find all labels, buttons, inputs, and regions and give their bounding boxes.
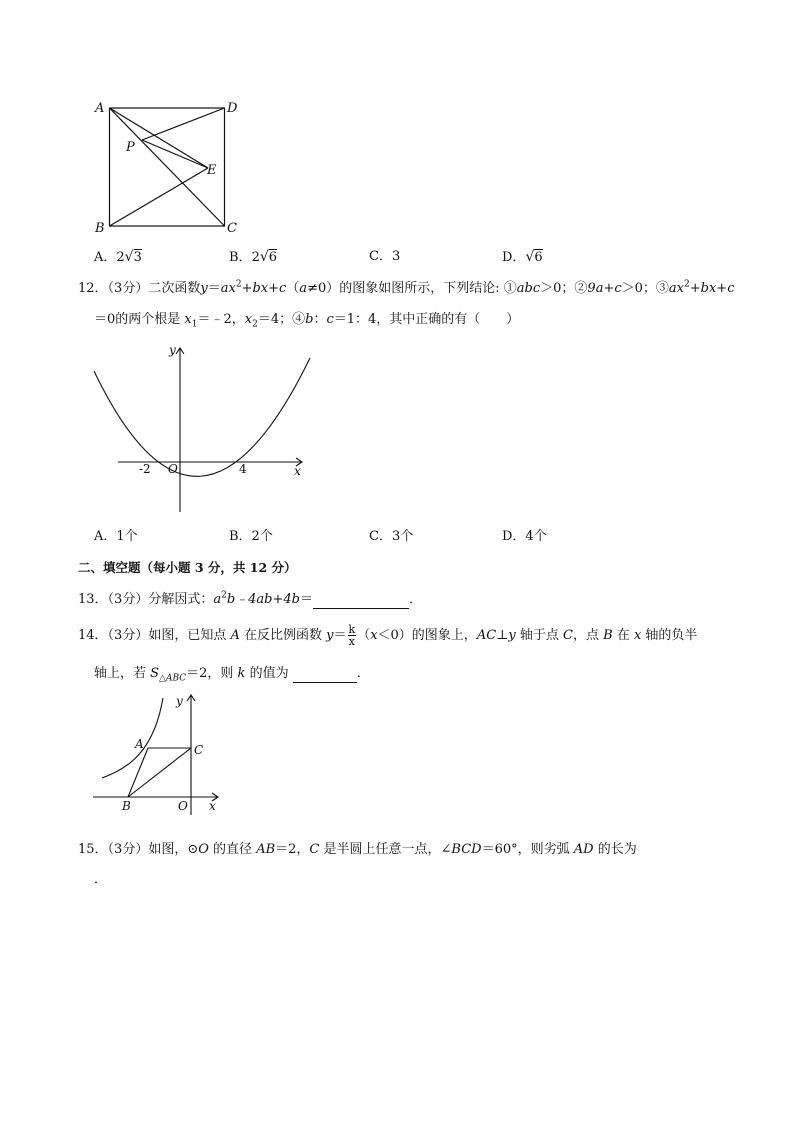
q14-line2-a: 轴上，若 xyxy=(94,666,151,681)
q12-c4-b: b xyxy=(305,312,314,327)
q12-cond-open: （ xyxy=(286,281,300,296)
graph-x-label: x xyxy=(294,464,301,478)
q11-option-c xyxy=(369,249,400,265)
graph-y-label: y xyxy=(169,343,176,357)
fraction-numerator: k xyxy=(348,623,356,636)
q14-s-sub: △ABC xyxy=(159,673,187,684)
q14-y: y xyxy=(326,628,334,643)
q14-text-a: 如图，已知点 xyxy=(148,628,231,643)
q13-eq: ＝ xyxy=(300,592,314,607)
option-letter: C． xyxy=(369,249,392,264)
hyperbola-curve xyxy=(102,698,163,778)
option-letter: B． xyxy=(229,250,252,265)
q12-c1-mark: ① xyxy=(503,281,517,296)
segment-be xyxy=(110,168,209,226)
q12-rhs-exp: 2 xyxy=(235,279,242,290)
q14-hyperbola-figure xyxy=(88,690,228,818)
q13-expr-a: a xyxy=(213,592,222,607)
q14-text-b: 在反比例函数 xyxy=(239,628,327,643)
option-value: 3 xyxy=(391,249,401,264)
q12-option-b: B．2个 xyxy=(229,529,273,544)
q15-line2 xyxy=(94,872,107,888)
q15-text-d: 是半圆上任意一点，∠ xyxy=(319,842,452,857)
q14-end: ． xyxy=(356,666,370,681)
q12-cond-rest: ≠0） xyxy=(307,281,340,296)
question-number: 15． xyxy=(78,842,108,857)
q15-text-b: 的直径 xyxy=(208,842,257,857)
q15-c: C xyxy=(309,842,320,857)
radicand: 3 xyxy=(133,250,142,265)
q12-func-y: y xyxy=(200,281,208,296)
q11-square-figure xyxy=(90,95,250,240)
q14-line2-b: ＝2，则 xyxy=(186,666,238,681)
q12-c4-colon: ： xyxy=(313,312,327,327)
graph-origin-label: O xyxy=(168,462,178,476)
graph-neg2-label: -2 xyxy=(139,462,151,476)
root-coef: 2 xyxy=(251,250,260,265)
radicand: 6 xyxy=(534,250,543,265)
q14-text-f: 轴的负半 xyxy=(641,628,698,643)
radicand: 6 xyxy=(268,250,278,265)
q12-c4-mark: ④ xyxy=(292,312,306,327)
option-letter: A． xyxy=(94,250,117,265)
q14-fraction xyxy=(348,624,357,647)
q12-x1-val: ＝﹣2， xyxy=(197,312,245,327)
q12-c2-mark: ② xyxy=(574,281,588,296)
q13-expr-b: b﹣4ab+4b xyxy=(226,592,300,607)
label-b: B xyxy=(95,221,105,236)
q15-end: ． xyxy=(94,872,108,887)
q13-expr-exp: 2 xyxy=(221,590,227,601)
q12-text-b: 的图象如图所示，下列结论: xyxy=(339,281,504,296)
q14-text-d: ，点 xyxy=(572,628,604,643)
q15-text-e: ＝60°，则劣弧 xyxy=(481,842,574,857)
question-score: （3分） xyxy=(107,592,149,607)
q15-text-c: ＝2， xyxy=(275,842,310,857)
graph-x-label: x xyxy=(209,799,216,813)
label-e: E xyxy=(207,163,217,178)
q12-text-a: 二次函数 xyxy=(148,281,201,296)
q13-answer-blank[interactable] xyxy=(313,592,409,609)
q15-text-f: 的长为 xyxy=(593,842,637,857)
option-letter: D． xyxy=(502,250,526,265)
q13-line xyxy=(78,592,422,609)
q11-option-d: D．√6 xyxy=(502,249,543,265)
label-p: P xyxy=(126,140,135,155)
q15-bcd: BCD xyxy=(451,842,482,857)
q13-text: 分解因式： xyxy=(148,592,214,607)
q12-cond-a: a xyxy=(299,281,308,296)
label-a: A xyxy=(95,101,105,116)
question-number: 12． xyxy=(78,281,108,296)
q14-s: S xyxy=(150,666,160,681)
graph-c-label: C xyxy=(194,743,204,757)
q12-eq: ＝ xyxy=(207,281,221,296)
q12-parabola-figure xyxy=(88,338,318,518)
q14-point-c: C xyxy=(563,628,573,643)
root-coef: 2 xyxy=(116,250,125,265)
question-number: 14． xyxy=(78,628,108,643)
q14-cond: （ xyxy=(357,628,371,643)
question-number: 13． xyxy=(78,592,108,607)
label-d: D xyxy=(227,101,238,116)
q15-ad: AD xyxy=(573,842,594,857)
segment-pe xyxy=(142,140,208,168)
q14-line2-c: 的值为 xyxy=(245,666,293,681)
question-score: （3分） xyxy=(107,281,149,296)
q12-c3-expr-a: ax xyxy=(668,281,685,296)
graph-origin-label: O xyxy=(178,799,188,813)
q12-x2: x xyxy=(244,312,253,327)
question-score: （3分） xyxy=(107,628,149,643)
q14-point-a: A xyxy=(230,628,240,643)
q15-text-a: 如图， xyxy=(148,842,188,857)
label-c: C xyxy=(227,221,237,236)
q14-cond-rest: ＜0）的图象上， xyxy=(377,628,477,643)
graph-b-label: B xyxy=(122,799,131,813)
q14-text-e: 在 xyxy=(612,628,634,643)
q12-line2-start: ＝0的两个根是 xyxy=(94,312,185,327)
q14-text-c: 轴于点 xyxy=(515,628,564,643)
q14-line1 xyxy=(78,624,697,647)
q12-c4-rest: ＝1：4，其中正确的有（ ） xyxy=(333,312,520,327)
q13-end: ． xyxy=(409,592,423,607)
q12-c1-expr: abc xyxy=(516,281,541,296)
q14-point-b: B xyxy=(603,628,613,643)
q15-ab: AB xyxy=(256,842,276,857)
question-score: （3分） xyxy=(107,842,149,857)
q12-c2-rel: ＞0； xyxy=(621,281,656,296)
q12-rhs-a: ax xyxy=(220,281,236,296)
q12-option-a: A．1个 xyxy=(94,529,138,544)
q12-option-c: C．3个 xyxy=(369,529,414,544)
q14-line2 xyxy=(94,666,370,683)
q14-ac: AC xyxy=(476,628,497,643)
q12-rhs-b: +bx+c xyxy=(241,281,287,296)
q14-cond-x: x xyxy=(370,628,378,643)
q12-x1-sub: 1 xyxy=(191,319,198,330)
q14-perp: ⊥ xyxy=(496,628,509,643)
q11-option-b: B．2√6 xyxy=(229,249,278,265)
q15-line1 xyxy=(78,842,637,858)
circle-symbol: ⊙ xyxy=(187,842,199,857)
q12-x1: x xyxy=(184,312,192,327)
q12-c2-expr: 9a+c xyxy=(587,281,622,296)
q14-eq: ＝ xyxy=(333,628,347,643)
q12-c3-expr-b: +bx+c xyxy=(689,281,735,296)
q12-c4-c: c xyxy=(326,312,334,327)
graph-four-label: 4 xyxy=(239,462,247,476)
q12-c1-rel: ＞0； xyxy=(540,281,575,296)
section-heading: 二、填空题（每小题 3 分，共 12 分） xyxy=(78,560,297,575)
q12-x2-sub: 2 xyxy=(252,319,258,330)
q11-option-a: A．2√3 xyxy=(94,249,142,265)
q12-c3-mark: ③ xyxy=(655,281,669,296)
q12-x2-val: ＝4； xyxy=(257,312,293,327)
graph-a-label: A xyxy=(135,737,144,751)
q15-o: O xyxy=(198,842,209,857)
graph-y-label: y xyxy=(176,694,183,708)
q12-line2 xyxy=(94,312,519,328)
q12-c3-exp: 2 xyxy=(684,279,690,290)
q14-xaxis: x xyxy=(633,628,642,643)
parabola-curve xyxy=(94,358,310,476)
q12-option-d: D．4个 xyxy=(502,529,547,544)
q14-yaxis: y xyxy=(508,628,516,643)
segment-pd xyxy=(142,108,225,140)
q14-k: k xyxy=(237,666,246,681)
q12-line1 xyxy=(78,281,734,297)
q14-answer-blank[interactable] xyxy=(293,666,357,683)
fraction-denominator: x xyxy=(348,635,355,648)
